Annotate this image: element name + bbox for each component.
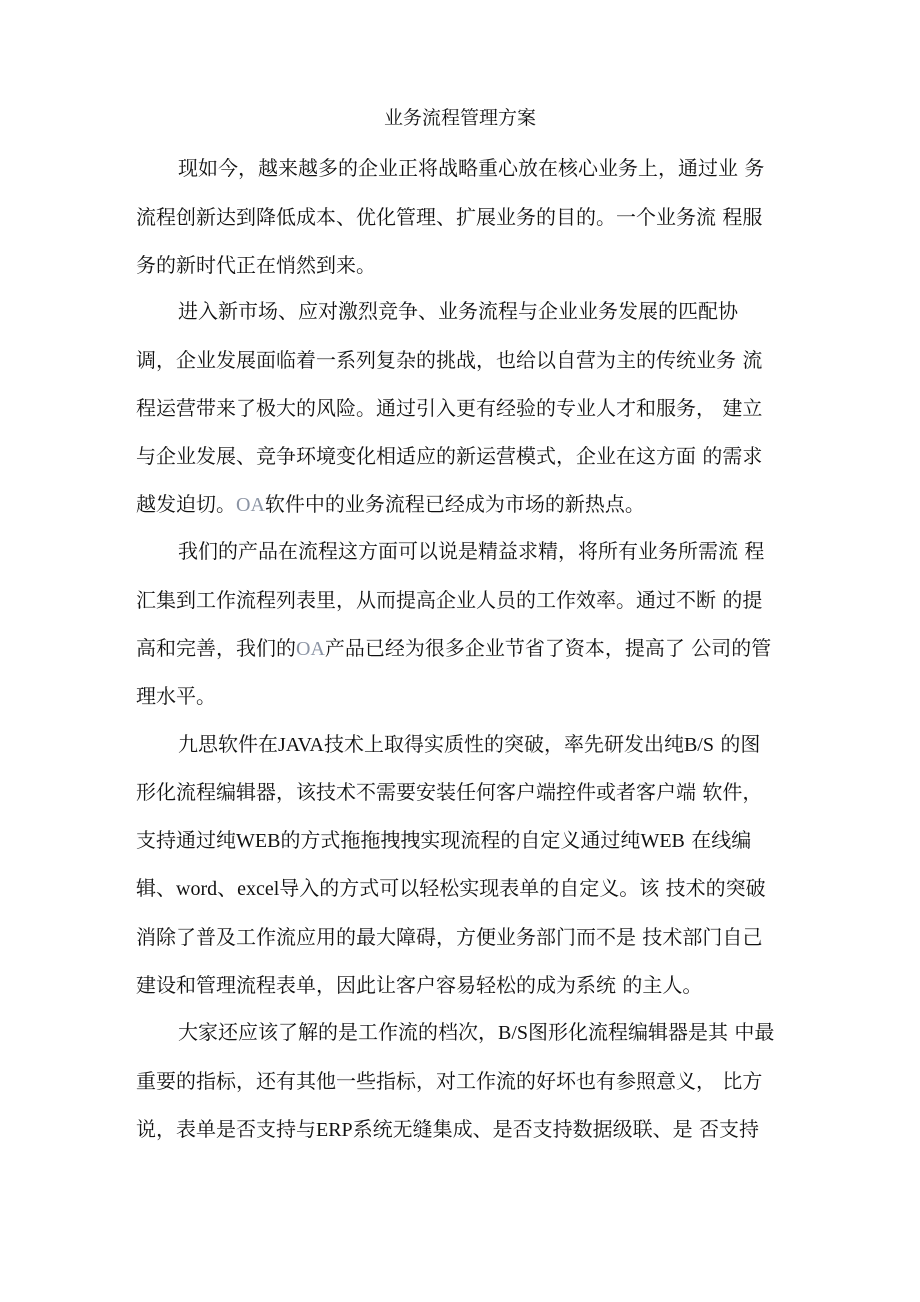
text-segment: 越发迫切。 xyxy=(136,492,236,516)
text-segment: 九思软件在 xyxy=(178,732,278,756)
text-segment: 软件中的业务流程已经成为市场的新热点。 xyxy=(264,492,645,516)
text-segment: 大家还应该了解的是工作流的档次， xyxy=(178,1020,498,1044)
paragraph-3-line-1: 我们的产品在流程这方面可以说是精益求精，将所有业务所需流 程 xyxy=(178,539,765,563)
paragraph-4-line-2: 形化流程编辑器，该技术不需要安装任何客户端控件或者客户端 软件， xyxy=(136,780,763,804)
word-term: word xyxy=(176,878,218,900)
paragraph-5-line-1 xyxy=(178,1017,774,1048)
bs-term: B/S xyxy=(683,734,714,756)
text-segment: 产品已经为很多企业节省了资本，提高了 公司的管 xyxy=(324,636,772,660)
text-segment: 技术上取得实质性的突破，率先研发出纯 xyxy=(323,732,684,756)
document-title: 业务流程管理方案 xyxy=(383,107,536,129)
paragraph-4-line-1 xyxy=(178,729,760,760)
text-segment: 的方式拖拖拽拽实现流程的自定义通过纯 xyxy=(280,828,641,852)
text-segment: 图形化流程编辑器是其 中最 xyxy=(528,1020,775,1044)
paragraph-3-line-2: 汇集到工作流程列表里，从而提高企业人员的工作效率。通过不断 的提 xyxy=(136,588,763,612)
java-term: JAVA xyxy=(278,734,324,756)
paragraph-4-line-5: 消除了普及工作流应用的最大障碍，方便业务部门而不是 技术部门自己 xyxy=(136,925,763,949)
web-term: WEB xyxy=(640,830,685,852)
text-segment: 的图 xyxy=(714,732,761,756)
text-segment: 在线编 xyxy=(684,828,752,852)
paragraph-2-line-2: 调，企业发展面临着一系列复杂的挑战，也给以自营为主的传统业务 流 xyxy=(136,348,763,372)
text-segment: 、 xyxy=(217,876,238,900)
text-segment: 导入的方式可以轻松实现表单的自定义。该 技术的突破 xyxy=(279,876,766,900)
text-segment: 辑、 xyxy=(136,876,176,900)
bs-term: B/S xyxy=(498,1022,529,1044)
text-segment: 高和完善，我们的 xyxy=(136,636,296,660)
web-term: WEB xyxy=(236,830,281,852)
oa-term: OA xyxy=(296,638,325,660)
erp-term: ERP xyxy=(316,1119,353,1141)
paragraph-2-line-1: 进入新市场、应对激烈竞争、业务流程与企业业务发展的匹配协 xyxy=(178,299,738,323)
paragraph-3-line-4: 理水平。 xyxy=(136,684,216,708)
paragraph-5-line-3 xyxy=(136,1114,759,1145)
paragraph-4-line-6: 建设和管理流程表单，因此让客户容易轻松的成为系统 的主人。 xyxy=(136,973,703,997)
paragraph-4-line-4 xyxy=(136,873,766,904)
paragraph-1-line-2: 流程创新达到降低成本、优化管理、扩展业务的目的。一个业务流 程服 xyxy=(136,205,763,229)
text-segment: 说，表单是否支持与 xyxy=(136,1117,316,1141)
text-segment: 支持通过纯 xyxy=(136,828,236,852)
paragraph-2-line-5 xyxy=(136,489,645,520)
text-segment: 系统无缝集成、是否支持数据级联、是 否支持 xyxy=(352,1117,760,1141)
paragraph-2-line-3: 程运营带来了极大的风险。通过引入更有经验的专业人才和服务， 建立 xyxy=(136,396,763,420)
excel-term: excel xyxy=(237,878,280,900)
paragraph-4-line-3 xyxy=(136,825,751,856)
paragraph-5-line-2: 重要的指标，还有其他一些指标，对工作流的好坏也有参照意义， 比方 xyxy=(136,1069,763,1093)
paragraph-2-line-4: 与企业发展、竞争环境变化相适应的新运营模式，企业在这方面 的需求 xyxy=(136,444,763,468)
oa-term: OA xyxy=(236,494,265,516)
paragraph-1-line-3: 务的新时代正在悄然到来。 xyxy=(136,253,376,277)
paragraph-3-line-3 xyxy=(136,633,771,664)
paragraph-1-line-1: 现如今，越来越多的企业正将战略重心放在核心业务上，通过业 务 xyxy=(178,156,765,180)
